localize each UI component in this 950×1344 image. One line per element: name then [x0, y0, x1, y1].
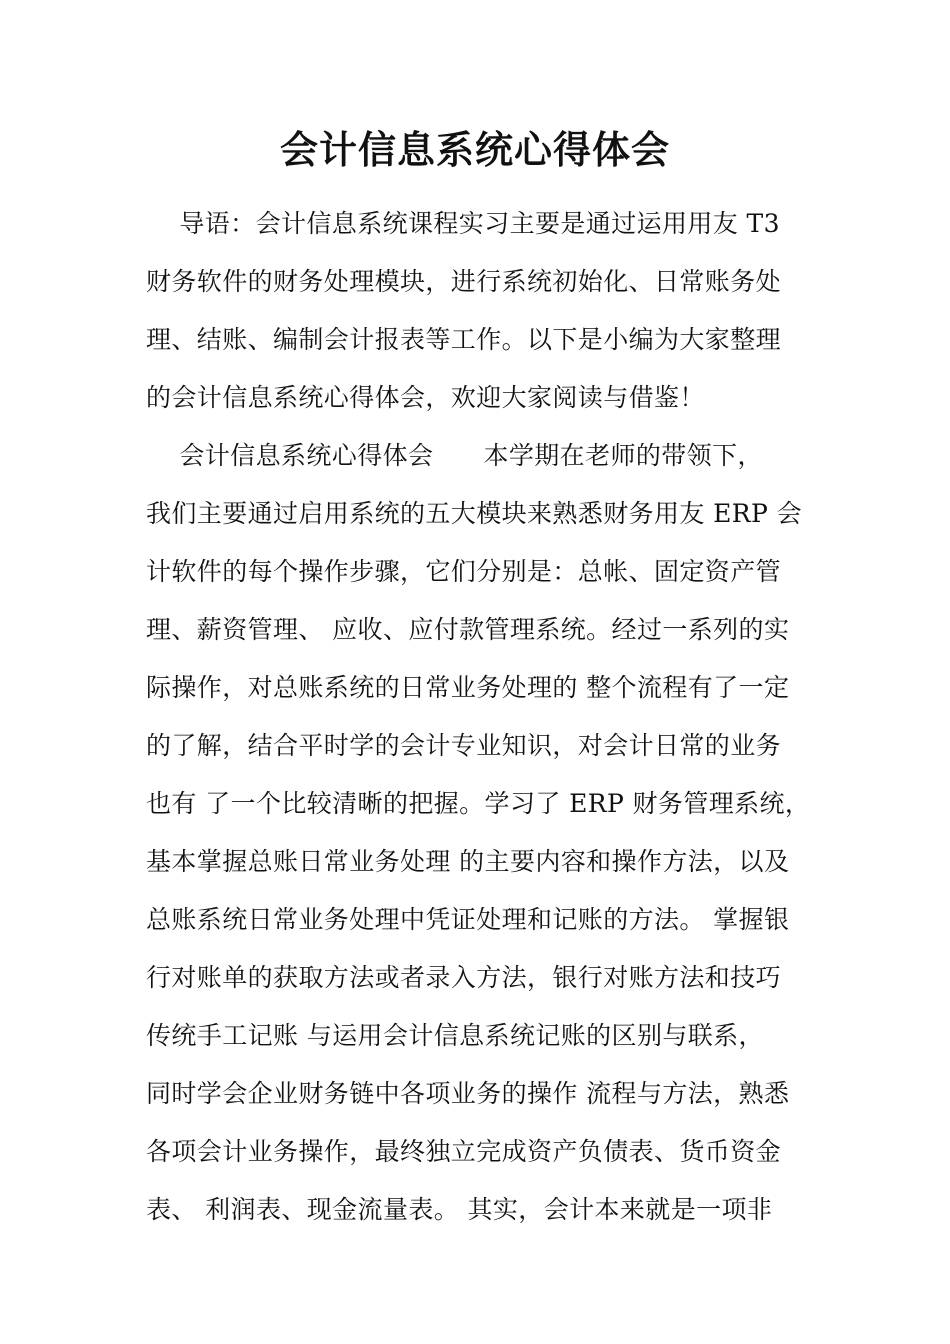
body-line: 导语：会计信息系统课程实习主要是通过运用用友 T3: [146, 209, 780, 238]
body-line: 基本掌握总账日常业务处理 的主要内容和操作方法，以及: [146, 847, 790, 876]
body-line: 理、薪资管理、 应收、应付款管理系统。经过一系列的实: [146, 615, 790, 644]
body-line: 也有 了一个比较清晰的把握。学习了 ERP 财务管理系统，: [146, 789, 811, 818]
body-line: 我们主要通过启用系统的五大模块来熟悉财务用友 ERP 会: [146, 499, 802, 528]
document-body: [146, 202, 836, 1246]
body-line: 总账系统日常业务处理中凭证处理和记账的方法。 掌握银: [146, 905, 790, 934]
body-line: 各项会计业务操作，最终独立完成资产负债表、货币资金: [146, 1137, 782, 1166]
document-title: 会计信息系统心得体会: [279, 128, 670, 172]
body-line: 行对账单的获取方法或者录入方法，银行对账方法和技巧: [146, 963, 782, 992]
body-line: 的了解，结合平时学的会计专业知识，对会计日常的业务: [146, 731, 782, 760]
body-line: 表、 利润表、现金流量表。 其实，会计本来就是一项非: [146, 1195, 773, 1224]
body-line: 计软件的每个操作步骤，它们分别是：总帐、固定资产管: [146, 557, 782, 586]
body-line: 理、结账、编制会计报表等工作。以下是小编为大家整理: [146, 325, 782, 354]
body-line: 财务软件的财务处理模块，进行系统初始化、日常账务处: [146, 267, 782, 296]
body-line: 的会计信息系统心得体会，欢迎大家阅读与借鉴！: [146, 383, 705, 412]
body-line: 际操作，对总账系统的日常业务处理的 整个流程有了一定: [146, 673, 790, 702]
body-line: 会计信息系统心得体会 本学期在老师的带领下，: [146, 441, 763, 470]
body-line: 传统手工记账 与运用会计信息系统记账的区别与联系，: [146, 1021, 764, 1050]
body-line: 同时学会企业财务链中各项业务的操作 流程与方法，熟悉: [146, 1079, 790, 1108]
